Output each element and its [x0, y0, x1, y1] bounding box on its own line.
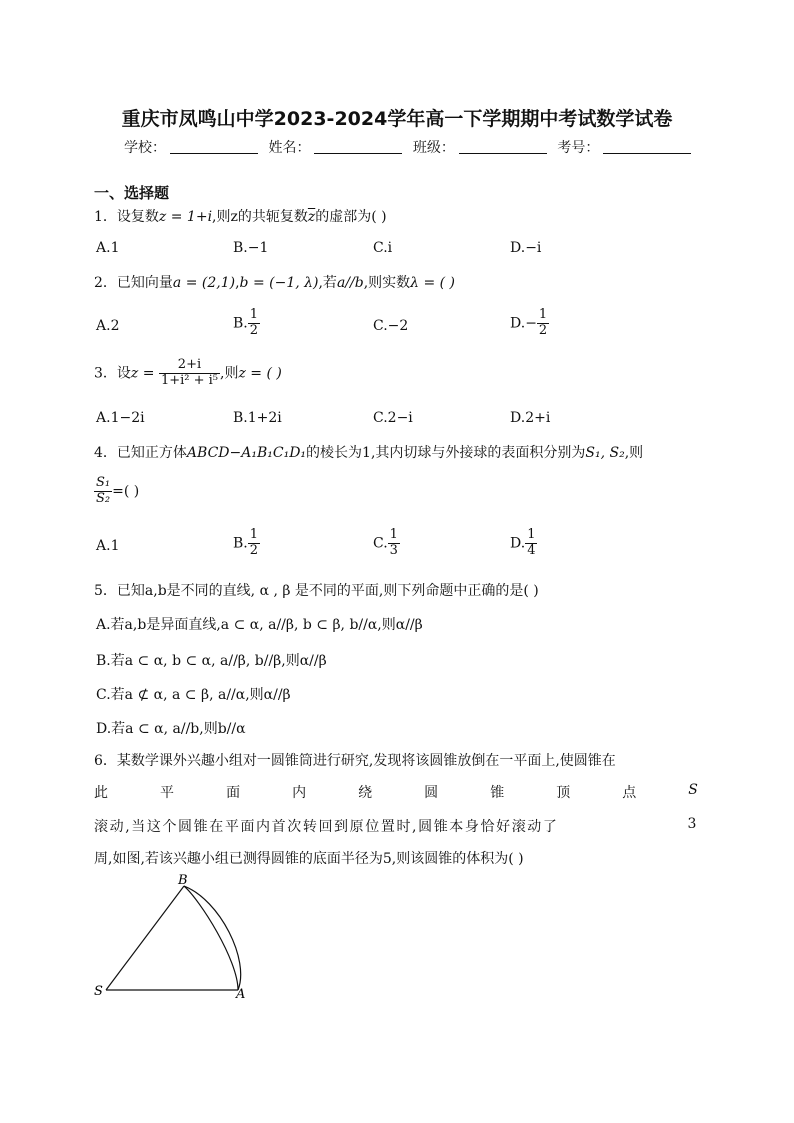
q4-text-a: 4．已知正方体 [94, 445, 187, 461]
q4-option-c[interactable] [373, 528, 400, 559]
q3-fraction [159, 358, 220, 389]
q2-text-b: ,若 [318, 275, 337, 291]
q3-z-eq: z = [130, 365, 155, 382]
q2-d-fraction [537, 308, 549, 339]
q6-word: S [688, 782, 698, 798]
q3-d-label: D. [510, 410, 526, 426]
question-6-line-4: 周,如图,若该兴趣小组已测得圆锥的底面半径为5,则该圆锥的体积为( ) [94, 851, 524, 867]
q3-b-label: B. [233, 410, 248, 426]
q2-b-num: 1 [249, 307, 259, 322]
q5-option-b[interactable]: B.若a ⊂ α, b ⊂ α, a//β, b//β,则α//β [96, 653, 327, 669]
school-label: 学校： [124, 140, 166, 156]
q3-text-a: 3．设 [94, 365, 131, 382]
q1-d-value: −i [525, 240, 542, 256]
q2-b-den: 2 [249, 322, 259, 338]
q1-c-label: C. [373, 240, 388, 256]
q1-d-label: D. [510, 240, 526, 256]
question-2-stem [94, 272, 455, 292]
cone-figure [90, 870, 260, 1002]
q2-c-value: −2 [387, 318, 409, 334]
q4-a-label: A. [96, 538, 111, 554]
q2-lambda: λ = ( ) [410, 275, 456, 291]
q2-option-d[interactable] [510, 308, 549, 339]
q4-ratio-den: S₂ [96, 490, 111, 506]
student-info-row [124, 137, 697, 157]
q4-text-c: ,则 [624, 445, 644, 461]
q1-text-c: 的虚部为( ) [315, 209, 387, 225]
figure-label-a: A [236, 987, 246, 1002]
q1-option-d[interactable] [510, 240, 541, 256]
q4-d-label: D. [510, 535, 526, 552]
q1-option-c[interactable] [373, 240, 392, 256]
q2-option-c[interactable] [373, 318, 408, 334]
q3-c-value: 2−i [387, 410, 413, 426]
q4-c-label: C. [373, 535, 388, 552]
q4-option-d[interactable] [510, 528, 537, 559]
q4-d-num: 1 [527, 527, 536, 542]
q1-b-label: B. [233, 240, 248, 256]
question-5-stem: 5．已知a,b是不同的直线, α , β 是不同的平面,则下列命题中正确的是( ) [94, 583, 539, 599]
cone-outer-arc [184, 886, 241, 990]
class-blank[interactable] [459, 141, 547, 154]
q4-b-fraction [248, 528, 260, 559]
q4-ratio-tail: =( ) [112, 483, 140, 500]
q2-c-label: C. [373, 318, 388, 334]
q2-sep: , [235, 275, 240, 291]
q4-c-den: 3 [389, 542, 398, 558]
q4-c-num: 1 [389, 527, 398, 542]
q4-d-den: 4 [527, 542, 536, 558]
q4-c-fraction [388, 528, 400, 559]
q6-word: 圆 [424, 785, 439, 801]
q2-text-a: 2．已知向量 [94, 275, 173, 291]
q1-a-value: 1 [110, 240, 120, 256]
q3-a-value: 1−2i [110, 410, 145, 426]
q4-ratio-fraction [94, 476, 112, 507]
q3-option-c[interactable] [373, 410, 413, 426]
question-3-stem [94, 358, 282, 389]
q1-expr: z = 1+i [158, 209, 213, 225]
q2-parallel: a//b [336, 275, 364, 291]
figure-label-s: S [94, 984, 103, 999]
q2-vector-b: b = (−1, λ) [239, 275, 319, 291]
section-heading: 一、选择题 [94, 184, 170, 202]
q1-text-a: 1．设复数 [94, 209, 159, 225]
q6-word: 绕 [358, 785, 373, 801]
q3-z-answer: z = ( ) [238, 365, 282, 382]
q4-ratio-num: S₁ [96, 475, 111, 490]
q6-word: 顶 [556, 785, 571, 801]
name-blank[interactable] [314, 141, 402, 154]
q5-option-d[interactable]: D.若a ⊂ α, a//b,则b//α [96, 721, 246, 737]
q4-text-b: 的棱长为1,其内切球与外接球的表面积分别为 [306, 445, 586, 461]
q4-option-b[interactable] [233, 528, 260, 559]
q1-option-b[interactable] [233, 240, 268, 256]
q4-b-den: 2 [249, 542, 259, 558]
question-1-stem [94, 206, 387, 226]
q3-text-b: ,则 [220, 365, 239, 382]
q2-a-value: 2 [110, 318, 120, 334]
question-6-line-3 [94, 816, 698, 836]
question-6-line-1: 6．某数学课外兴趣小组对一圆锥筒进行研究,发现将该圆锥放倒在一平面上,使圆锥在 [94, 753, 616, 769]
figure-label-b: B [178, 873, 188, 888]
q4-option-a[interactable] [96, 538, 119, 554]
q4-a-value: 1 [110, 538, 120, 554]
q5-option-c[interactable]: C.若a ⊄ α, a ⊂ β, a//α,则α//β [96, 687, 291, 703]
q2-d-num: 1 [538, 307, 548, 322]
q6-line3-text: 滚动,当这个圆锥在平面内首次转回到原位置时,圆锥本身恰好滚动了 [94, 819, 559, 835]
q3-d-value: 2+i [525, 410, 551, 426]
q3-b-value: 1+2i [247, 410, 282, 426]
cone-inner-arc [184, 886, 238, 990]
q6-line3-number: 3 [687, 816, 698, 832]
q2-a-label: A. [96, 318, 111, 334]
q3-numerator: 2+i [159, 358, 220, 374]
q6-word: 锥 [490, 785, 505, 801]
name-label: 姓名： [268, 140, 311, 156]
class-label: 班级： [412, 140, 455, 156]
q2-d-label: D. [510, 315, 526, 332]
q6-word: 点 [622, 785, 637, 801]
q4-d-fraction [525, 528, 537, 559]
q1-c-value: i [387, 240, 393, 256]
question-4-ratio [94, 476, 139, 507]
q2-b-label: B. [233, 315, 248, 332]
q6-word: 此 [94, 785, 108, 801]
school-blank[interactable] [170, 141, 258, 154]
number-label: 考号： [557, 140, 600, 156]
q2-vector-a: a = (2,1) [172, 275, 236, 291]
q2-option-b[interactable] [233, 308, 260, 339]
q1-option-a[interactable] [96, 240, 119, 256]
q6-word: 面 [226, 785, 241, 801]
question-6-line-2 [94, 782, 698, 802]
q1-a-label: A. [96, 240, 111, 256]
q1-zbar: $\overline{z}$ [307, 209, 316, 225]
q3-c-label: C. [373, 410, 388, 426]
q6-word: 平 [160, 785, 175, 801]
question-4-stem [94, 442, 643, 462]
q3-a-label: A. [96, 410, 111, 426]
q1-b-value: −1 [247, 240, 269, 256]
q4-s-values: S₁, S₂ [585, 445, 625, 461]
cone-slant-line [106, 886, 184, 990]
q2-d-den: 2 [538, 322, 548, 338]
q6-word: 内 [292, 785, 307, 801]
q4-b-num: 1 [249, 527, 259, 542]
q1-text-b: ,则z的共轭复数 [212, 209, 308, 225]
q2-text-c: ,则实数 [363, 275, 411, 291]
q5-option-a[interactable]: A.若a,b是异面直线,a ⊂ α, a//β, b ⊂ β, b//α,则α//β [96, 617, 423, 633]
q4-b-label: B. [233, 535, 248, 552]
q3-option-a[interactable] [96, 410, 145, 426]
number-blank[interactable] [603, 141, 691, 154]
q3-option-d[interactable] [510, 410, 550, 426]
q3-option-b[interactable] [233, 410, 282, 426]
q3-denominator: 1+i² + i⁵ [160, 372, 218, 388]
q2-b-fraction [248, 308, 260, 339]
q4-cube: ABCD−A₁B₁C₁D₁ [186, 445, 307, 461]
q2-d-sign: − [525, 315, 537, 332]
q2-option-a[interactable] [96, 318, 119, 334]
page-title: 重庆市凤鸣山中学2023-2024学年高一下学期期中考试数学试卷 [121, 108, 673, 130]
